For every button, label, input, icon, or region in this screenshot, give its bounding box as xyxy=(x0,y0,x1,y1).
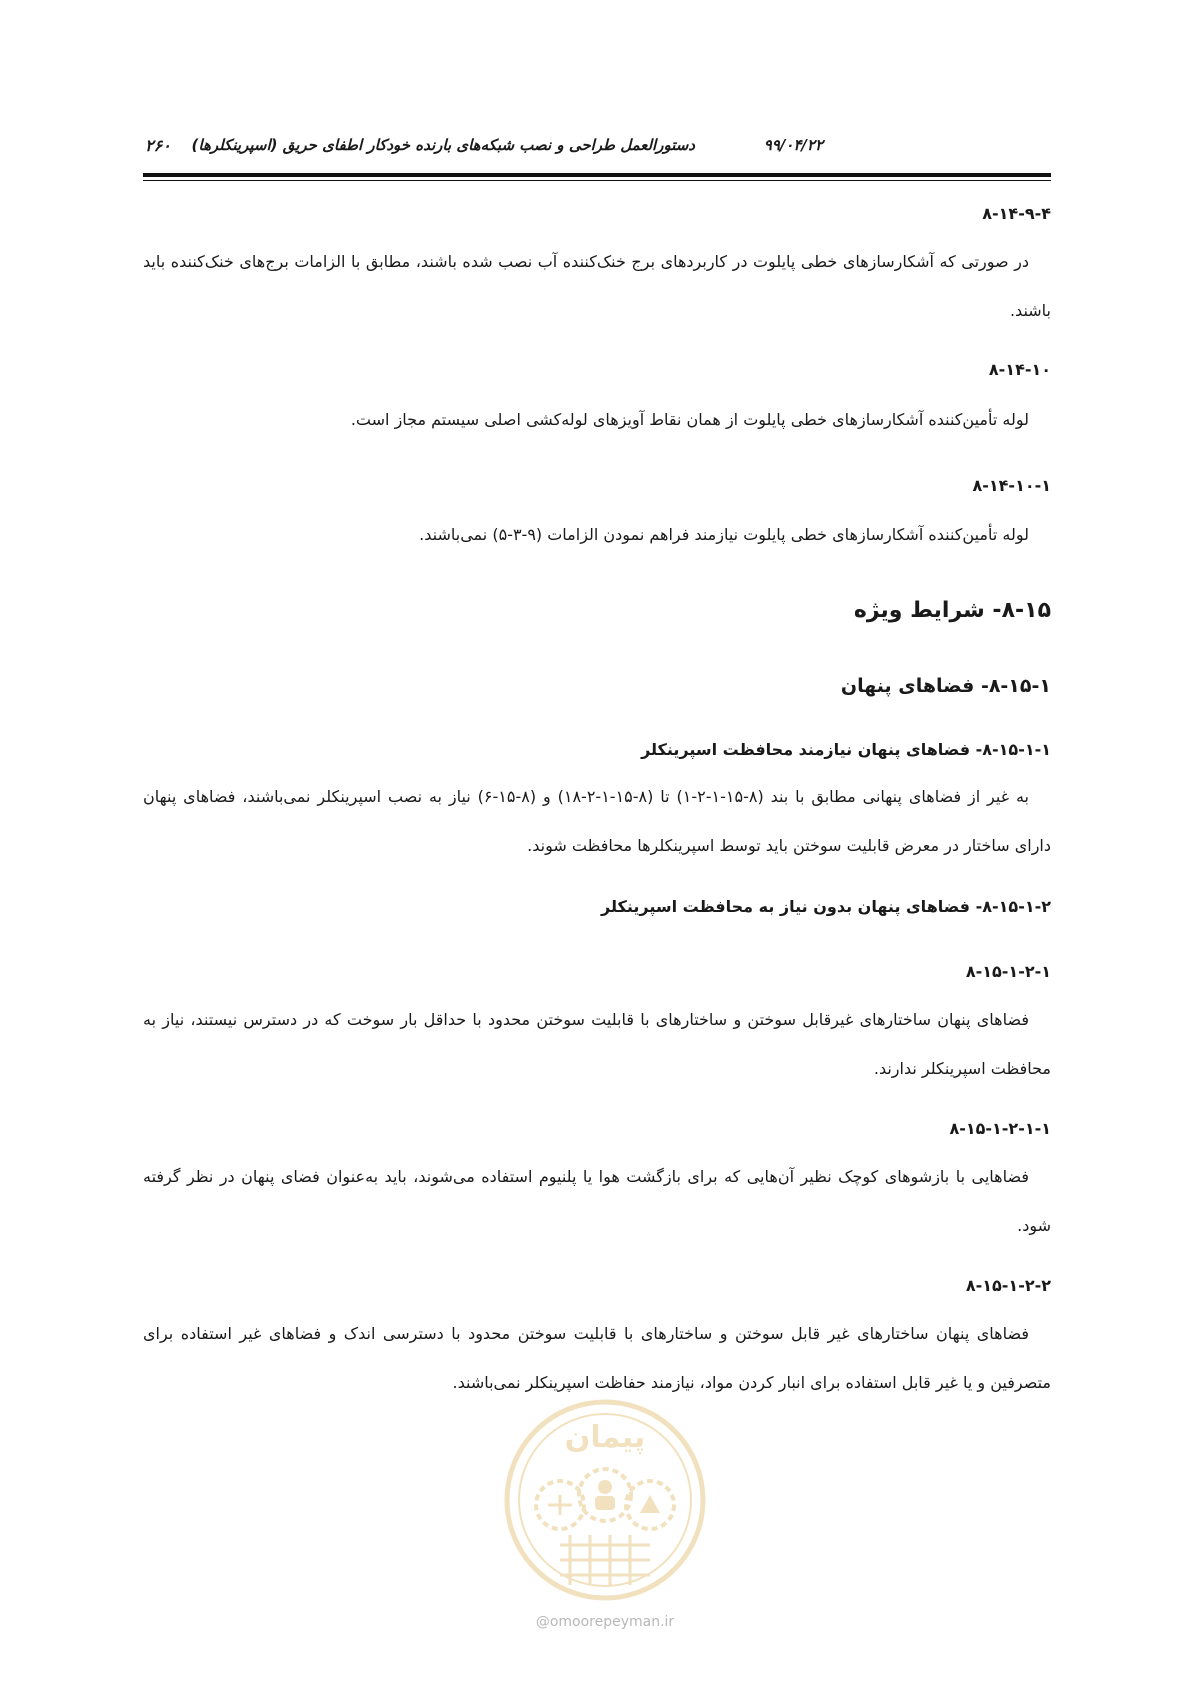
header-title: دستورالعمل طراحی و نصب شبکه‌های بارنده خودکار اطفای حریق (اسپرینکلرها) xyxy=(191,136,695,154)
section-8-15-1-1 xyxy=(143,737,1051,763)
section-8-14-10 xyxy=(143,358,1051,382)
section-8-14-10-1-body xyxy=(143,510,1051,559)
watermark-logo xyxy=(500,1395,710,1605)
watermark-logo-text: پیمان xyxy=(564,1420,646,1455)
paragraph: در صورتی که آشکارسازهای خطی پایلوت در کاربردهای برج خنک‌کننده آب نصب شده باشند، مطابق با الزامات برج‌های خنک‌کننده باید باشند. xyxy=(143,252,1051,320)
watermark-url: @omoorepeyman.ir xyxy=(535,1614,675,1630)
section-8-14-10-body xyxy=(143,395,1051,444)
paragraph: لوله تأمین‌کننده آشکارسازهای خطی پایلوت نیازمند فراهم نمودن الزامات (۹-۳-۵) نمی‌باشند. xyxy=(419,525,1029,544)
paragraph: فضاهای پنهان ساختارهای غیرقابل سوختن و ساختارهای با قابلیت سوختن محدود با حداقل بار سوخت که در دسترس نیستند، نیاز به محافظت اسپرینکلر ندارند. xyxy=(143,1010,1051,1078)
section-8-14-9-4-body xyxy=(143,237,1051,335)
section-8-15 xyxy=(143,596,1051,626)
section-8-14-10-1 xyxy=(143,474,1051,498)
paragraph: لوله تأمین‌کننده آشکارسازهای خطی پایلوت از همان نقاط آویزهای لوله‌کشی اصلی سیستم مجاز است. xyxy=(350,410,1029,429)
section-8-15-1-2-1-1-body xyxy=(143,1152,1051,1250)
section-8-15-1-2 xyxy=(143,894,1051,920)
paragraph: فضاهای پنهان ساختارهای غیر قابل سوختن و ساختارهای با قابلیت سوختن محدود با دسترسی اندک و فضاهای غیر استفاده برای متصرفین و یا غیر قابل استفاده برای انبار کردن مواد، نیازمند حفاظت اسپرینکلر نمی‌باشند. xyxy=(143,1324,1051,1392)
section-number: ۸-۱۵-۱-۲-۲ xyxy=(965,1276,1051,1295)
subsection-heading: ۸-۱۵-۱- فضاهای پنهان xyxy=(840,675,1051,697)
paragraph: فضاهایی با بازشوهای کوچک نظیر آن‌هایی که برای بازگشت هوا یا پلنیوم استفاده می‌شوند، باید به‌عنوان فضای پنهان در نظر گرفته شود. xyxy=(143,1167,1051,1235)
section-number: ۸-۱۴-۱۰-۱ xyxy=(972,476,1051,495)
section-number: ۸-۱۵-۱-۲-۱-۱ xyxy=(949,1119,1051,1138)
running-header xyxy=(143,128,1051,168)
section-number: ۸-۱۴-۱۰ xyxy=(988,360,1051,379)
header-rule-thin xyxy=(143,180,1051,181)
section-number: ۸-۱۴-۹-۴ xyxy=(982,204,1051,223)
header-rule-thick xyxy=(143,173,1051,177)
section-8-15-1-2-2-body xyxy=(143,1309,1051,1407)
section-number: ۸-۱۵-۱-۲-۱ xyxy=(965,962,1051,981)
section-8-14-9-4 xyxy=(143,202,1051,226)
subsection-heading: ۸-۱۵-۱-۱- فضاهای پنهان نیازمند محافظت اسپرینکلر xyxy=(641,740,1051,759)
section-8-15-1 xyxy=(143,672,1051,700)
subsection-heading: ۸-۱۵-۱-۲- فضاهای پنهان بدون نیاز به محافظت اسپرینکلر xyxy=(601,897,1051,916)
section-8-15-1-2-1 xyxy=(143,960,1051,984)
section-8-15-1-1-body xyxy=(143,772,1051,870)
page-number: ۲۶۰ xyxy=(145,136,171,155)
section-8-15-1-2-1-body xyxy=(143,995,1051,1093)
section-8-15-1-2-1-1 xyxy=(143,1117,1051,1141)
section-heading: ۸-۱۵- شرایط ویژه xyxy=(853,598,1051,623)
header-date: ۹۹/۰۴/۲۲ xyxy=(763,136,823,154)
section-8-15-1-2-2 xyxy=(143,1274,1051,1298)
paragraph: به غیر از فضاهای پنهانی مطابق با بند (۸-۱۵-۱-۲-۱) تا (۸-۱۵-۱-۲-۱۸) و (۸-۱۵-۶) نیاز به نصب اسپرینکلر نمی‌باشند، فضاهای پنهان دارای ساختار در معرض قابلیت سوختن باید توسط اسپرینکلرها محافظت شوند. xyxy=(143,787,1051,855)
